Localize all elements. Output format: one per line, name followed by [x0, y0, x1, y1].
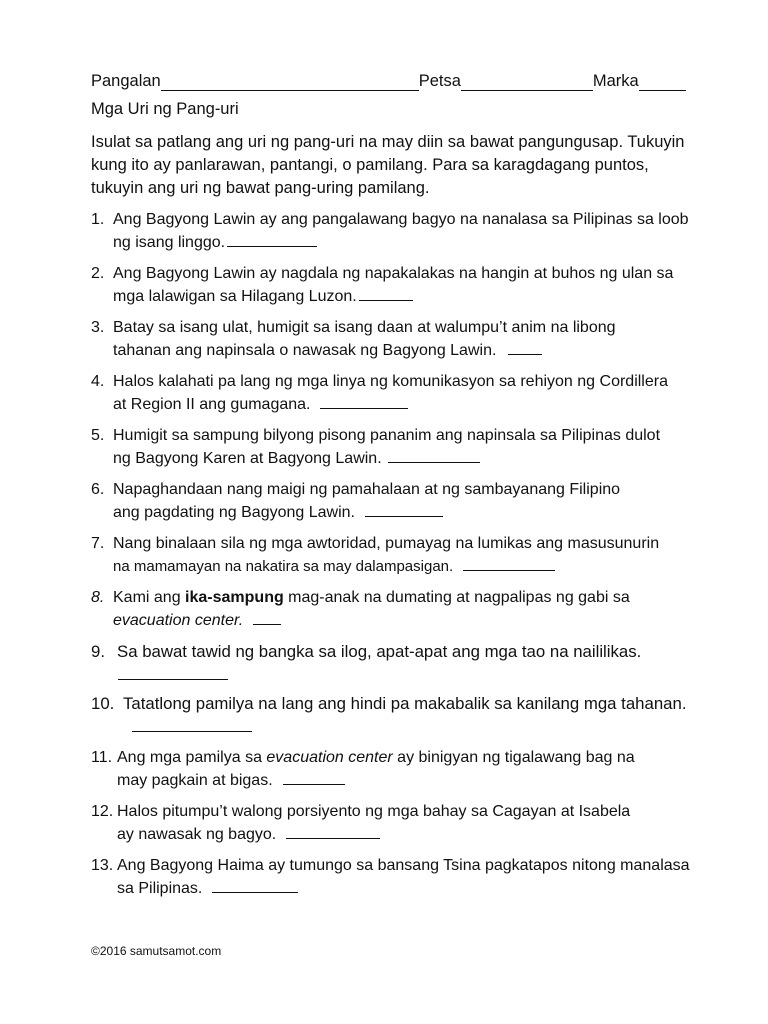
item-number: 12.	[91, 803, 114, 820]
item-text: Halos kalahati pa lang ng mga linya ng komunikasyon sa rehiyon ng Cordillera	[113, 373, 668, 390]
answer-blank[interactable]	[463, 555, 555, 571]
worksheet-title: Mga Uri ng Pang-uri	[91, 100, 239, 118]
item-text: Kami ang	[113, 589, 186, 606]
list-item	[91, 692, 701, 738]
instructions-line: kung ito ay panlarawan, pantangi, o pamilang. Para sa karagdagang puntos,	[91, 156, 649, 174]
item-text: tahanan ang napinsala o nawasak ng Bagyong Lawin.	[113, 342, 497, 359]
item-text: ang pagdating ng Bagyong Lawin.	[113, 504, 355, 521]
item-number: 8.	[91, 589, 105, 606]
emphasized-term: evacuation center	[266, 749, 393, 766]
item-text: Batay sa isang ulat, humigit sa isang daan at walumpu’t anim na libong	[113, 319, 616, 336]
item-number: 5.	[91, 427, 105, 444]
item-text: Ang mga pamilya sa	[117, 749, 267, 766]
item-text: mga lalawigan sa Hilagang Luzon.	[113, 288, 357, 305]
answer-blank[interactable]	[286, 823, 380, 839]
item-number: 9.	[91, 642, 105, 661]
item-text: Ang Bagyong Lawin ay nagdala ng napakalakas na hangin at buhos ng ulan sa	[113, 265, 674, 282]
instructions	[91, 131, 691, 200]
item-text: Nang binalaan sila ng mga awtoridad, pumayag na lumikas ang masusunurin	[113, 535, 660, 552]
answer-blank[interactable]	[253, 609, 281, 625]
item-text: evacuation center.	[113, 612, 244, 629]
score-label: Marka	[592, 72, 639, 90]
answer-blank[interactable]	[132, 716, 252, 732]
answer-blank[interactable]	[212, 877, 298, 893]
answer-blank[interactable]	[508, 339, 542, 355]
answer-blank[interactable]	[359, 285, 413, 301]
item-text: at Region II ang gumagana.	[113, 396, 311, 413]
answer-blank[interactable]	[283, 769, 345, 785]
list-item	[91, 370, 701, 416]
list-item	[91, 532, 701, 578]
item-text: may pagkain at bigas.	[117, 772, 273, 789]
answer-blank[interactable]	[365, 501, 443, 517]
answer-blank[interactable]	[118, 664, 228, 680]
item-number: 3.	[91, 319, 105, 336]
item-number: 7.	[91, 535, 105, 552]
item-text: Ang Bagyong Haima ay tumungo sa bansang Tsina pagkatapos nitong manalasa	[117, 857, 690, 874]
item-text: na mamamayan na nakatira sa may dalampasigan.	[113, 558, 454, 575]
item-number: 11.	[91, 749, 113, 766]
copyright-footer: ©2016 samutsamot.com	[91, 944, 222, 958]
list-item	[91, 208, 701, 254]
item-text: mag-anak na dumating at nagpalipas ng gabi sa	[283, 589, 630, 606]
item-number: 10.	[91, 694, 115, 713]
item-text: Ang Bagyong Lawin ay ang pangalawang bagyo na nanalasa sa Pilipinas sa loob	[113, 211, 689, 228]
item-text: Halos pitumpu’t walong porsiyento ng mga bahay sa Cagayan at Isabela	[117, 803, 631, 820]
list-item	[91, 746, 701, 792]
item-text: ng Bagyong Karen at Bagyong Lawin.	[113, 450, 382, 467]
item-number: 6.	[91, 481, 105, 498]
name-blank[interactable]	[161, 73, 419, 91]
name-label: Pangalan	[91, 72, 161, 90]
item-number: 2.	[91, 265, 105, 282]
item-text: Tatatlong pamilya na lang ang hindi pa makabalik sa kanilang mga tahanan.	[123, 694, 687, 713]
answer-blank[interactable]	[388, 447, 480, 463]
item-text: Sa bawat tawid ng bangka sa ilog, apat-apat ang mga tao na naililikas.	[117, 642, 642, 661]
item-text: Napaghandaan nang maigi ng pamahalaan at ng sambayanang Filipino	[113, 481, 621, 498]
instructions-line: tukuyin ang uri ng bawat pang-uring pamilang.	[91, 179, 430, 197]
list-item	[91, 800, 701, 846]
date-blank[interactable]	[461, 73, 593, 91]
instructions-line: Isulat sa patlang ang uri ng pang-uri na may diin sa bawat pangungusap. Tukuyin	[91, 133, 685, 151]
score-blank[interactable]	[639, 73, 686, 91]
list-item	[91, 586, 701, 632]
list-item	[91, 640, 701, 686]
item-text: ng isang linggo.	[113, 234, 226, 251]
list-item	[91, 316, 701, 362]
answer-blank[interactable]	[320, 393, 408, 409]
emphasized-adjective: ika-sampung	[185, 589, 284, 606]
item-text: sa Pilipinas.	[117, 880, 203, 897]
answer-blank[interactable]	[227, 231, 317, 247]
header-row	[91, 72, 686, 91]
date-label: Petsa	[418, 72, 461, 90]
item-text: Humigit sa sampung bilyong pisong pananim ang napinsala sa Pilipinas dulot	[113, 427, 661, 444]
item-text: ay binigyan ng tigalawang bag na	[392, 749, 635, 766]
list-item	[91, 854, 701, 900]
item-number: 1.	[91, 211, 105, 228]
list-item	[91, 262, 701, 308]
list-item	[91, 424, 701, 470]
item-text: ay nawasak ng bagyo.	[117, 826, 277, 843]
item-number: 4.	[91, 373, 105, 390]
list-item	[91, 478, 701, 524]
item-number: 13.	[91, 857, 114, 874]
